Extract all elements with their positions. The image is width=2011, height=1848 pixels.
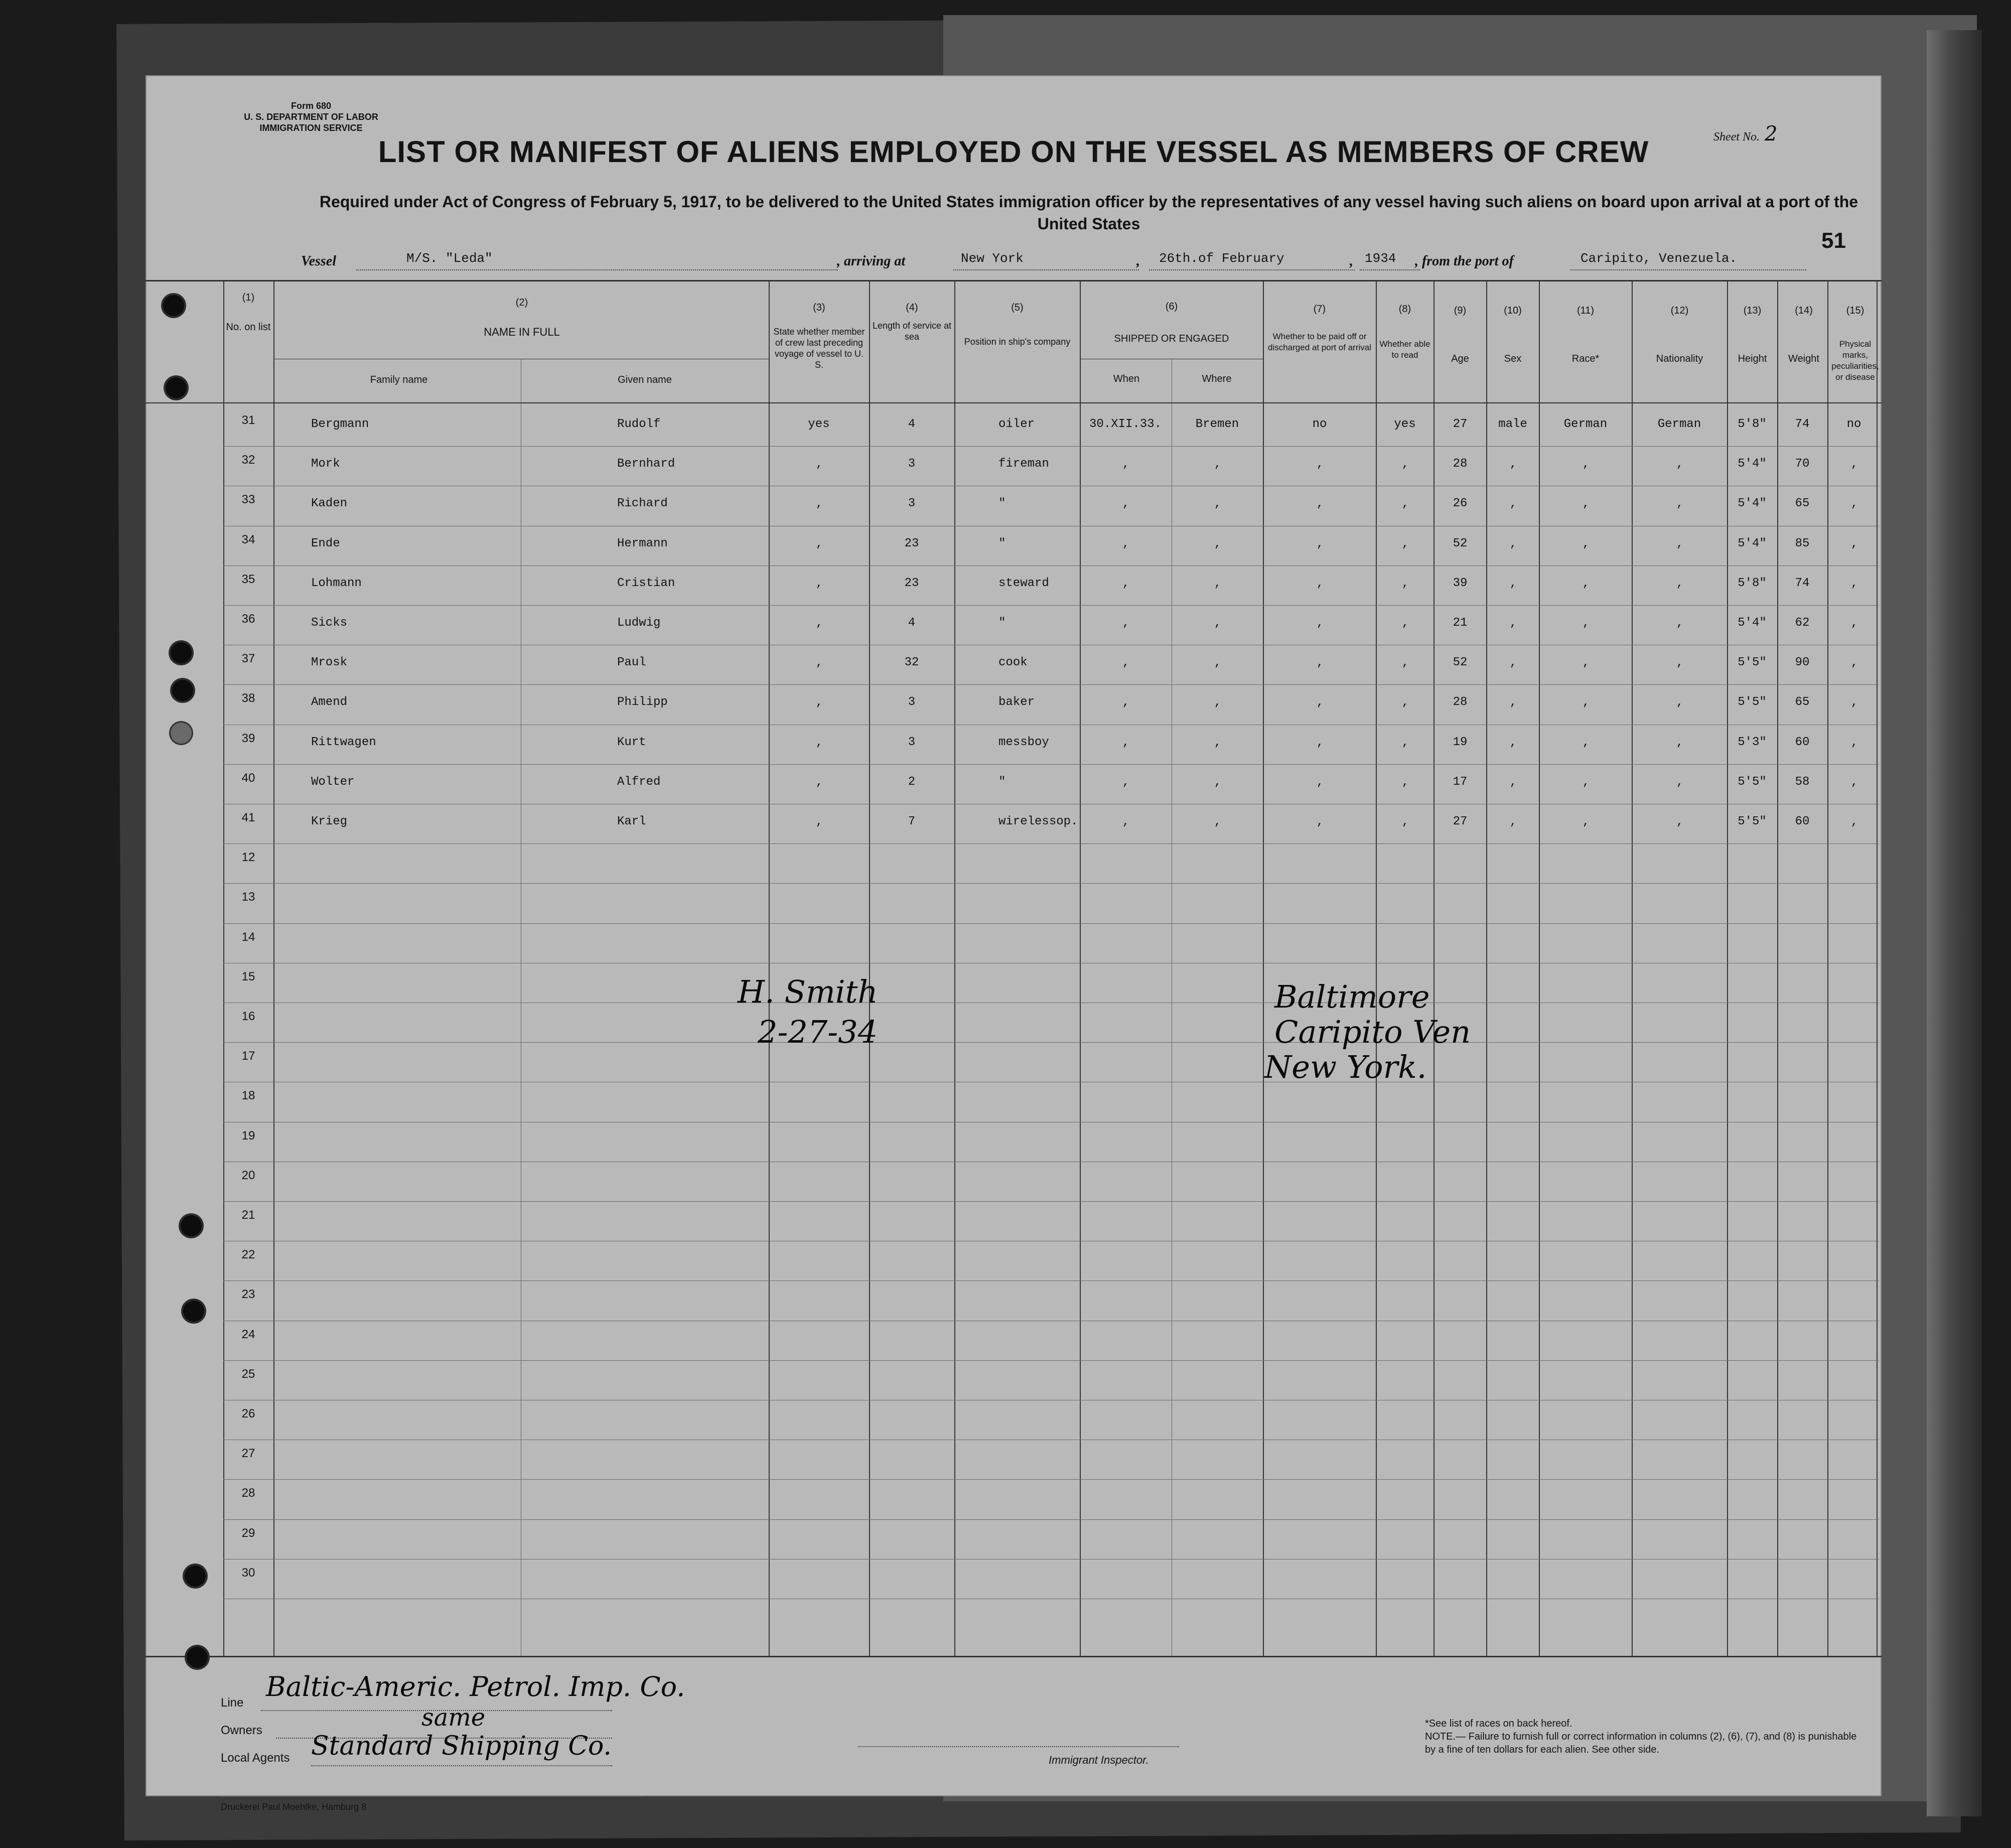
cell-sex: ‚ <box>1509 656 1517 670</box>
cell-height: 5'4" <box>1738 497 1767 511</box>
row-number: 36 <box>241 612 255 626</box>
line-label: Line <box>221 1696 244 1710</box>
binder-hole <box>183 1301 204 1322</box>
cell-where: ‚ <box>1213 695 1221 709</box>
cell-read: yes <box>1394 417 1416 431</box>
cell-weight: 74 <box>1795 576 1810 590</box>
cell-nationality: ‚ <box>1675 775 1683 789</box>
cell-read: ‚ <box>1401 576 1409 590</box>
table-row-rule <box>223 923 1879 924</box>
cell-weight: 65 <box>1795 497 1810 511</box>
cell-marks: ‚ <box>1850 695 1858 709</box>
cell-when: ‚ <box>1121 815 1129 828</box>
fine-note: NOTE.— Failure to furnish full or correct information in columns (2), (6), (7), and (8) is punishable by a fine of ten dollars for each alien. See other side. <box>1425 1731 1857 1755</box>
header-given-name: Given name <box>618 374 672 385</box>
header-age: Age <box>1451 353 1469 364</box>
cell-given: Philipp <box>617 695 668 709</box>
table-row-rule <box>223 1360 1879 1361</box>
cell-paid: ‚ <box>1316 656 1324 670</box>
cell-family: Amend <box>311 695 348 709</box>
cell-weight: 85 <box>1795 536 1810 550</box>
cell-when: ‚ <box>1121 497 1129 511</box>
cell-length: 7 <box>908 815 916 828</box>
cell-member: ‚ <box>815 536 823 550</box>
cell-where: Bremen <box>1195 417 1239 431</box>
cell-race: ‚ <box>1582 695 1590 709</box>
cell-member: ‚ <box>815 457 823 471</box>
row-number: 23 <box>241 1288 255 1302</box>
header-paid-off: Whether to be paid off or discharged at port of arrival <box>1268 332 1371 352</box>
binder-hole <box>171 642 192 663</box>
row-number: 32 <box>241 453 255 467</box>
row-number: 26 <box>241 1407 255 1420</box>
manifest-sheet: Form 680 U. S. DEPARTMENT OF LABOR IMMIGRATION SERVICE LIST OR MANIFEST OF ALIENS EMPLOYED ON THE VESSEL AS MEMBERS OF CREW Sheet No. 2 Required under Act of Congress of February 5, 1917, to be delivered to the United States immigration officer by the representatives of any vessel having such aliens on board upon arrival at a port of the United States 51 Vessel M/S. "Leda" , arriving at New York , 26th.of February , 1934 , from the port of Caripito, Venezuela. No. on list NAME IN FULL Family name Given name State whether member of crew last preceding voyage of vessel to U. S. Length of service at sea Position in ship's company SHIPPED OR ENGAGED When Where Whether to be paid off or discharged at port of arrival Whether able to read Age Sex Race* Nationality Height Weight Physical marks, peculiarities, or disease (1) (2) (3) (4) (5) (6) (7) (8) (9) (10) (11) (12) (13) (14) (15) 31 Bergmann Rudolf yes 4 oiler 30.XII.33. Bremen no yes 27 male German German 5'8" 74 no 32 Mork Bernhard ‚ 3 fireman ‚ ‚ ‚ ‚ 28 ‚ ‚ ‚ 5'4" 70 ‚ 33 Kaden Richard ‚ 3 " ‚ ‚ ‚ ‚ 26 ‚ ‚ ‚ 5'4" 65 ‚ 34 Ende Hermann ‚ 23 " ‚ ‚ ‚ ‚ 52 ‚ ‚ ‚ 5'4" 85 ‚ 35 Lohmann Cristian ‚ 23 steward ‚ ‚ ‚ ‚ 39 ‚ ‚ ‚ 5'8" 74 ‚ 36 Sicks Ludwig ‚ 4 " ‚ ‚ ‚ ‚ 21 ‚ ‚ ‚ 5'4" 62 ‚ 37 Mrosk Paul ‚ 32 cook ‚ ‚ ‚ ‚ 52 ‚ ‚ ‚ 5'5" 90 ‚ 38 Amend Philipp ‚ 3 baker ‚ ‚ ‚ ‚ 28 ‚ ‚ ‚ 5'5" 65 ‚ 39 Rittwagen Kurt ‚ 3 messboy ‚ ‚ ‚ ‚ 19 ‚ ‚ ‚ 5'3" 60 ‚ 40 Wolter Alfred ‚ 2 " ‚ ‚ ‚ ‚ 17 ‚ ‚ ‚ 5'5" 58 ‚ 41 Krieg Karl ‚ 7 wirelessop. ‚ ‚ ‚ ‚ 27 ‚ ‚ ‚ 5'5" 60 ‚ 12 13 14 15 16 17 18 19 20 21 22 23 24 25 26 27 28 29 30 H. Smith 2-27-34 Baltimore Caripito Ven New York. Line Baltic-Americ. Petrol. Imp. Co. Owners same Local Agents Standard Shipping Co. Immigrant Inspector. *See list of races on back hereof. NOTE.— Failure to furnish full or correct information in columns (2), (6), (7), and (8) is punishable by a fine of ten dollars for each alien. See other side. Druckerei Paul Moehlke, Hamburg 8 <box>146 75 1882 1796</box>
cell-read: ‚ <box>1401 775 1409 789</box>
header-family-name: Family name <box>370 374 428 385</box>
cell-height: 5'8" <box>1738 576 1767 590</box>
cell-member: ‚ <box>815 616 823 630</box>
header-able-to-read: Whether able to read <box>1379 339 1430 360</box>
cell-length: 3 <box>908 457 916 471</box>
row-number: 24 <box>241 1327 255 1341</box>
cell-marks: ‚ <box>1850 815 1858 828</box>
arrival-date: 26th.of February <box>1159 251 1284 266</box>
header-race: Race* <box>1571 353 1600 364</box>
cell-length: 23 <box>904 576 919 590</box>
cell-given: Richard <box>617 497 668 511</box>
cell-given: Karl <box>617 815 646 828</box>
table-row-rule <box>223 1201 1879 1202</box>
cell-given: Alfred <box>617 775 661 789</box>
vessel-label: Vessel <box>301 253 336 269</box>
cell-nationality: German <box>1657 417 1701 431</box>
cell-marks: ‚ <box>1850 536 1858 550</box>
races-note: *See list of races on back hereof. <box>1425 1718 1572 1729</box>
cell-height: 5'4" <box>1738 536 1767 550</box>
page-stack-edge <box>1927 30 1982 1816</box>
cell-when: ‚ <box>1121 695 1129 709</box>
owners-value: same <box>421 1703 486 1732</box>
cell-length: 4 <box>908 417 916 431</box>
row-number: 27 <box>241 1447 255 1461</box>
binder-hole <box>181 1215 202 1236</box>
cell-nationality: ‚ <box>1675 656 1683 670</box>
header-position: Position in ship's company <box>964 337 1071 347</box>
header-nationality: Nationality <box>1656 353 1703 364</box>
table-row-rule <box>223 684 1879 685</box>
header-member-last-voyage: State whether member of crew last preceding voyage of vessel to U. S. <box>773 327 865 370</box>
cell-when: ‚ <box>1121 576 1129 590</box>
cell-member: ‚ <box>815 735 823 749</box>
owners-label: Owners <box>221 1724 262 1737</box>
row-number: 20 <box>241 1168 255 1182</box>
page-title: LIST OR MANIFEST OF ALIENS EMPLOYED ON THE VESSEL AS MEMBERS OF CREW <box>378 135 1649 169</box>
cell-length: 4 <box>908 616 916 630</box>
cell-race: ‚ <box>1582 497 1590 511</box>
row-number: 33 <box>241 493 255 507</box>
row-number: 29 <box>241 1526 255 1540</box>
cell-weight: 65 <box>1795 695 1810 709</box>
cell-age: 17 <box>1453 775 1468 789</box>
cell-sex: ‚ <box>1509 735 1517 749</box>
vessel-name: M/S. "Leda" <box>406 251 493 266</box>
cell-age: 39 <box>1453 576 1468 590</box>
cell-where: ‚ <box>1213 815 1221 828</box>
cell-when: ‚ <box>1121 616 1129 630</box>
cell-weight: 74 <box>1795 417 1810 431</box>
cell-where: ‚ <box>1213 775 1221 789</box>
cell-age: 27 <box>1453 417 1468 431</box>
row-number: 19 <box>241 1128 255 1143</box>
cell-read: ‚ <box>1401 457 1409 471</box>
cell-read: ‚ <box>1401 656 1409 670</box>
cell-race: ‚ <box>1582 457 1590 471</box>
cell-age: 52 <box>1453 656 1468 670</box>
row-number: 37 <box>241 652 255 666</box>
colnum-12: (12) <box>1670 305 1689 316</box>
cell-position: messboy <box>998 735 1049 749</box>
cell-given: Hermann <box>617 536 668 550</box>
arrival-year: 1934 <box>1365 251 1396 266</box>
ports-note-line-3: New York. <box>1264 1049 1427 1085</box>
table-row-rule <box>223 883 1879 884</box>
cell-height: 5'5" <box>1738 815 1767 828</box>
cell-given: Ludwig <box>617 616 661 630</box>
arriving-port: New York <box>961 251 1024 266</box>
cell-paid: ‚ <box>1316 457 1324 471</box>
cell-family: Ende <box>311 536 340 550</box>
cell-sex: ‚ <box>1509 775 1517 789</box>
cell-position: wirelessop. <box>998 815 1078 828</box>
cell-length: 3 <box>908 735 916 749</box>
cell-read: ‚ <box>1401 695 1409 709</box>
cell-sex: ‚ <box>1509 616 1517 630</box>
cell-paid: ‚ <box>1316 536 1324 550</box>
row-number: 12 <box>241 850 255 865</box>
cell-age: 26 <box>1453 497 1468 511</box>
cell-height: 5'8" <box>1738 417 1767 431</box>
row-number: 13 <box>241 890 255 904</box>
agents-value: Standard Shipping Co. <box>311 1731 612 1761</box>
cell-weight: 62 <box>1795 616 1810 630</box>
header-length-of-service: Length of service at sea <box>872 321 952 342</box>
table-row-rule <box>223 565 1879 566</box>
cell-height: 5'5" <box>1738 695 1767 709</box>
header-height: Height <box>1738 353 1767 364</box>
cell-where: ‚ <box>1213 536 1221 550</box>
row-number: 14 <box>241 930 255 944</box>
cell-family: Mork <box>311 457 340 471</box>
cell-nationality: ‚ <box>1675 457 1683 471</box>
cell-sex: ‚ <box>1509 695 1517 709</box>
row-number: 16 <box>241 1010 255 1023</box>
immigrant-inspector-label: Immigrant Inspector. <box>1049 1754 1149 1766</box>
cell-sex: ‚ <box>1509 457 1517 471</box>
cell-paid: no <box>1312 417 1327 431</box>
row-number: 41 <box>241 811 255 824</box>
cell-member: ‚ <box>815 576 823 590</box>
cell-marks: ‚ <box>1850 576 1858 590</box>
cell-sex: ‚ <box>1509 576 1517 590</box>
table-row-rule <box>223 764 1879 765</box>
cell-height: 5'5" <box>1738 775 1767 789</box>
cell-position: oiler <box>998 417 1035 431</box>
row-number: 38 <box>241 691 255 705</box>
cell-member: yes <box>808 417 830 431</box>
page-number: 51 <box>1821 228 1846 253</box>
table-row-rule <box>223 1519 1879 1520</box>
cell-marks: ‚ <box>1850 735 1858 749</box>
table-header-rule <box>146 402 1882 403</box>
form-identifier: Form 680 U. S. DEPARTMENT OF LABOR IMMIGRATION SERVICE <box>244 101 378 133</box>
colnum-1: (1) <box>242 292 255 303</box>
colnum-13: (13) <box>1743 305 1762 316</box>
cell-where: ‚ <box>1213 576 1221 590</box>
cell-marks: ‚ <box>1850 497 1858 511</box>
binder-hole <box>166 377 187 398</box>
cell-member: ‚ <box>815 815 823 828</box>
row-number: 22 <box>241 1248 255 1262</box>
cell-nationality: ‚ <box>1675 695 1683 709</box>
cell-nationality: ‚ <box>1675 576 1683 590</box>
cell-sex: ‚ <box>1509 815 1517 828</box>
cell-given: Cristian <box>617 576 675 590</box>
colnum-8: (8) <box>1398 304 1411 315</box>
cell-marks: ‚ <box>1850 775 1858 789</box>
cell-length: 3 <box>908 497 916 511</box>
cell-position: baker <box>998 695 1035 709</box>
cell-read: ‚ <box>1401 616 1409 630</box>
cell-marks: ‚ <box>1850 656 1858 670</box>
printer-credit: Druckerei Paul Moehlke, Hamburg 8 <box>221 1802 367 1812</box>
row-number: 35 <box>241 572 255 586</box>
header-when: When <box>1113 373 1140 384</box>
cell-paid: ‚ <box>1316 576 1324 590</box>
header-shipped-or-engaged: SHIPPED OR ENGAGED <box>1114 333 1229 344</box>
cell-sex: male <box>1498 417 1527 431</box>
cell-when: ‚ <box>1121 775 1129 789</box>
cell-paid: ‚ <box>1316 695 1324 709</box>
cell-paid: ‚ <box>1316 775 1324 789</box>
cell-when: ‚ <box>1121 735 1129 749</box>
ports-note-line-2: Caripito Ven <box>1274 1014 1471 1050</box>
header-physical-marks: Physical marks, peculiarities, or disease <box>1831 339 1879 382</box>
cell-position: cook <box>998 656 1028 670</box>
cell-family: Lohmann <box>311 576 362 590</box>
binder-hole <box>185 1566 206 1587</box>
cell-race: ‚ <box>1582 775 1590 789</box>
cell-race: ‚ <box>1582 656 1590 670</box>
colnum-5: (5) <box>1011 302 1024 313</box>
cell-sex: ‚ <box>1509 536 1517 550</box>
colnum-4: (4) <box>906 302 918 313</box>
cell-read: ‚ <box>1401 497 1409 511</box>
colnum-2: (2) <box>515 297 528 308</box>
cell-family: Kaden <box>311 497 348 511</box>
cell-age: 21 <box>1453 616 1468 630</box>
ports-note-line-1: Baltimore <box>1274 978 1430 1015</box>
cell-family: Sicks <box>311 616 348 630</box>
cell-given: Rudolf <box>617 417 661 431</box>
cell-age: 27 <box>1453 815 1468 828</box>
cell-family: Rittwagen <box>311 735 376 749</box>
colnum-10: (10) <box>1504 305 1522 316</box>
cell-nationality: ‚ <box>1675 497 1683 511</box>
cell-where: ‚ <box>1213 735 1221 749</box>
colnum-7: (7) <box>1313 304 1326 315</box>
row-number: 15 <box>241 969 255 983</box>
cell-read: ‚ <box>1401 815 1409 828</box>
cell-member: ‚ <box>815 656 823 670</box>
cell-height: 5'4" <box>1738 457 1767 471</box>
cell-weight: 70 <box>1795 457 1810 471</box>
cell-member: ‚ <box>815 497 823 511</box>
cell-paid: ‚ <box>1316 497 1324 511</box>
cell-weight: 60 <box>1795 815 1810 828</box>
cell-length: 2 <box>908 775 916 789</box>
table-row-rule <box>223 843 1879 844</box>
cell-family: Krieg <box>311 815 348 828</box>
row-number: 25 <box>241 1367 255 1381</box>
cell-length: 32 <box>904 656 919 670</box>
cell-age: 19 <box>1453 735 1468 749</box>
colnum-11: (11) <box>1576 305 1595 316</box>
colnum-15: (15) <box>1846 305 1864 316</box>
cell-position: " <box>998 616 1006 630</box>
from-port: Caripito, Venezuela. <box>1581 251 1738 266</box>
cell-nationality: ‚ <box>1675 815 1683 828</box>
cell-weight: 60 <box>1795 735 1810 749</box>
cell-nationality: ‚ <box>1675 616 1683 630</box>
row-number: 18 <box>241 1089 255 1103</box>
cell-position: " <box>998 536 1006 550</box>
cell-length: 23 <box>904 536 919 550</box>
cell-sex: ‚ <box>1509 497 1517 511</box>
cell-height: 5'3" <box>1738 735 1767 749</box>
header-weight: Weight <box>1788 353 1819 364</box>
colnum-14: (14) <box>1795 305 1813 316</box>
cell-weight: 90 <box>1795 656 1810 670</box>
inspector-signature: H. Smith <box>738 973 878 1010</box>
header-name-in-full: NAME IN FULL <box>484 326 560 338</box>
row-number: 34 <box>241 532 255 546</box>
row-number: 40 <box>241 771 255 785</box>
page-subtitle: Required under Act of Congress of February 5, 1917, to be delivered to the United States immigration officer by the representatives of any vessel having such aliens on board upon arrival at a port of the United States <box>319 193 1858 233</box>
cell-given: Paul <box>617 656 646 670</box>
cell-member: ‚ <box>815 695 823 709</box>
row-number: 39 <box>241 731 255 745</box>
colnum-3: (3) <box>813 302 825 313</box>
line-value: Baltic-Americ. Petrol. Imp. Co. <box>266 1671 685 1702</box>
cell-family: Mrosk <box>311 656 348 670</box>
cell-race: ‚ <box>1582 735 1590 749</box>
cell-marks: ‚ <box>1850 616 1858 630</box>
cell-paid: ‚ <box>1316 735 1324 749</box>
colnum-6: (6) <box>1165 301 1178 312</box>
cell-where: ‚ <box>1213 616 1221 630</box>
cell-when: 30.XII.33. <box>1089 417 1162 431</box>
cell-position: steward <box>998 576 1049 590</box>
cell-age: 28 <box>1453 457 1468 471</box>
binder-hole <box>172 680 193 701</box>
table-row-rule <box>223 605 1879 606</box>
header-where: Where <box>1202 373 1232 384</box>
cell-position: fireman <box>998 457 1049 471</box>
cell-member: ‚ <box>815 775 823 789</box>
agents-label: Local Agents <box>221 1751 290 1765</box>
row-number: 17 <box>241 1049 255 1063</box>
colnum-9: (9) <box>1454 305 1467 316</box>
cell-weight: 58 <box>1795 775 1810 789</box>
cell-given: Bernhard <box>617 457 675 471</box>
header-no-on-list: No. on list <box>226 322 271 333</box>
binder-hole <box>187 1647 208 1668</box>
cell-nationality: ‚ <box>1675 536 1683 550</box>
signature-date: 2-27-34 <box>758 1014 878 1050</box>
cell-read: ‚ <box>1401 536 1409 550</box>
header-sex: Sex <box>1504 353 1522 364</box>
cell-read: ‚ <box>1401 735 1409 749</box>
cell-marks: ‚ <box>1850 457 1858 471</box>
cell-family: Wolter <box>311 775 355 789</box>
row-number: 28 <box>241 1486 255 1500</box>
cell-when: ‚ <box>1121 457 1129 471</box>
cell-length: 3 <box>908 695 916 709</box>
cell-paid: ‚ <box>1316 616 1324 630</box>
cell-where: ‚ <box>1213 457 1221 471</box>
sheet-number: Sheet No. 2 <box>1713 122 1778 146</box>
cell-nationality: ‚ <box>1675 735 1683 749</box>
row-number: 30 <box>241 1566 255 1580</box>
from-port-label: , from the port of <box>1415 253 1514 269</box>
cell-given: Kurt <box>617 735 646 749</box>
table-row-rule <box>223 446 1879 447</box>
cell-race: ‚ <box>1582 536 1590 550</box>
cell-race: ‚ <box>1582 576 1590 590</box>
binder-hole <box>163 295 184 316</box>
cell-age: 28 <box>1453 695 1468 709</box>
cell-height: 5'4" <box>1738 616 1767 630</box>
cell-race: ‚ <box>1582 616 1590 630</box>
table-row-rule <box>223 1479 1879 1480</box>
cell-where: ‚ <box>1213 497 1221 511</box>
cell-marks: no <box>1846 417 1861 431</box>
row-number: 31 <box>241 413 255 427</box>
cell-family: Bergmann <box>311 417 369 431</box>
row-number: 21 <box>241 1208 255 1222</box>
arriving-label: , arriving at <box>837 253 906 269</box>
cell-paid: ‚ <box>1316 815 1324 828</box>
table-row-rule <box>223 1042 1879 1043</box>
cell-when: ‚ <box>1121 656 1129 670</box>
cell-race: ‚ <box>1582 815 1590 828</box>
cell-when: ‚ <box>1121 536 1129 550</box>
binder-hole <box>171 723 192 744</box>
cell-age: 52 <box>1453 536 1468 550</box>
cell-position: " <box>998 775 1006 789</box>
cell-where: ‚ <box>1213 656 1221 670</box>
cell-height: 5'5" <box>1738 656 1767 670</box>
cell-race: German <box>1563 417 1608 431</box>
cell-position: " <box>998 497 1006 511</box>
